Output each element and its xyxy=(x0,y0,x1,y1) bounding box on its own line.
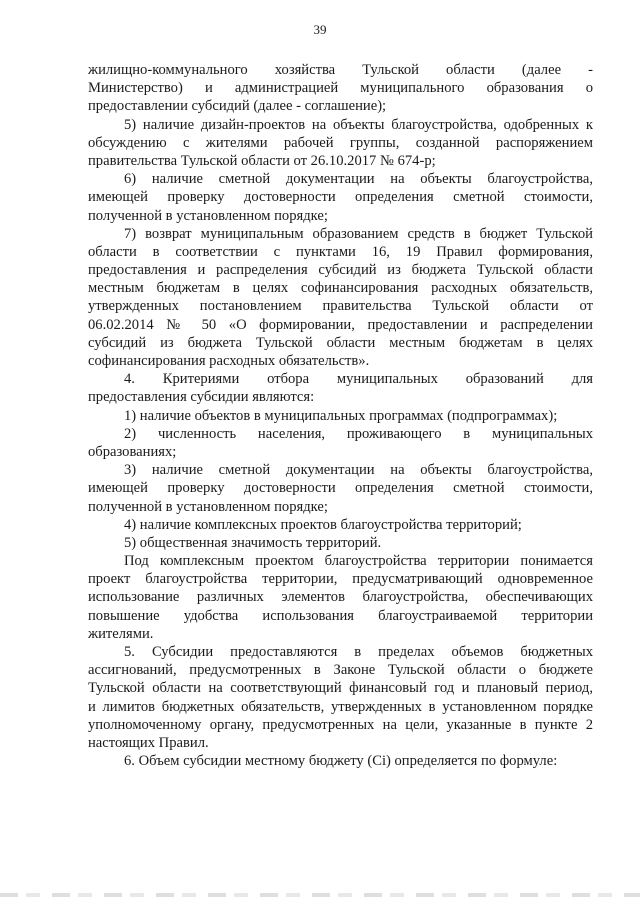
text-line: полученной в установленном порядке; xyxy=(88,207,328,224)
text-line: 7) возврат муниципальным образованием средств в бюджет Тульской xyxy=(124,225,593,242)
text-line: 5. Субсидии предоставляются в пределах объемов бюджетных xyxy=(124,644,593,660)
text-line: жилищно-коммунального хозяйства Тульской области (далее - xyxy=(88,62,593,78)
text-line: имеющей проверку достоверности определения сметной стоимости, xyxy=(88,189,593,206)
text-line: субсидий из бюджета Тульской области местным бюджетам в целях xyxy=(88,334,593,351)
text-line: уполномоченному органу, предусмотренных на цели, указанные в пункте 2 xyxy=(88,716,593,733)
text-line: 4. Критериями отбора муниципальных образований для xyxy=(124,371,593,388)
text-line: предоставления субсидии являются: xyxy=(88,389,315,406)
page-number: 39 xyxy=(313,22,327,37)
text-line: 1) наличие объектов в муниципальных программах (подпрограммах); xyxy=(124,407,558,424)
text-line: имеющей проверку достоверности определения сметной стоимости, xyxy=(88,480,593,497)
text-line: правительства Тульской области от 26.10.2017 № 674-р; xyxy=(88,152,436,169)
text-line: 6) наличие сметной документации на объекты благоустройства, xyxy=(124,171,593,188)
text-line: и лимитов бюджетных обязательств, утвержденных в установленном порядке xyxy=(88,698,593,715)
text-line: 06.02.2014 № 50 «О формировании, предоставлении и распределении xyxy=(88,316,593,333)
text-line: Министерство) и администрацией муниципального образования о xyxy=(88,80,593,97)
text-line: Тульской области на соответствующий финансовый год и плановый период, xyxy=(88,680,593,697)
scan-artifact-strip xyxy=(0,893,640,897)
text-line: Под комплексным проектом благоустройства территории понимается xyxy=(124,553,593,570)
text-line: утвержденных постановлением правительства Тульской области от xyxy=(88,298,593,315)
text-line: жителями. xyxy=(88,625,154,642)
text-line: полученной в установленном порядке; xyxy=(88,498,328,515)
text-line: 5) общественная значимость территорий. xyxy=(124,534,382,551)
text-line: настоящих Правил. xyxy=(88,734,209,751)
text-line: предоставлении субсидий (далее - соглашение); xyxy=(88,98,387,115)
text-line: повышение удобства использования благоустраиваемой территории xyxy=(88,607,593,624)
text-line: ассигнований, предусмотренных в Законе Тульской области о бюджете xyxy=(88,662,593,679)
text-line: 4) наличие комплексных проектов благоустройства территорий; xyxy=(124,516,522,533)
text-line: 6. Объем субсидии местному бюджету (Ci) определяется по формуле: xyxy=(124,753,558,770)
text-line: предоставления и распределения субсидий из бюджета Тульской области xyxy=(88,262,593,279)
text-line: использование различных элементов благоустройства, обеспечивающих xyxy=(88,589,593,606)
text-line: софинансирования расходных обязательств». xyxy=(88,353,370,369)
text-line: обсуждению с жителями рабочей группы, созданной распоряжением xyxy=(88,134,593,151)
text-line: проект благоустройства территории, предусматривающий одновременное xyxy=(88,571,593,588)
text-line: 5) наличие дизайн-проектов на объекты благоустройства, одобренных к xyxy=(124,116,593,133)
document-body xyxy=(88,61,593,770)
text-line: образованиях; xyxy=(88,443,177,460)
text-line: 2) численность населения, проживающего в муниципальных xyxy=(124,425,593,442)
text-line: 3) наличие сметной документации на объекты благоустройства, xyxy=(124,462,593,479)
text-line: области в соответствии с пунктами 16, 19 Правил формирования, xyxy=(88,243,593,260)
text-line: местным бюджетам в целях софинансирования расходных обязательств, xyxy=(88,280,593,297)
